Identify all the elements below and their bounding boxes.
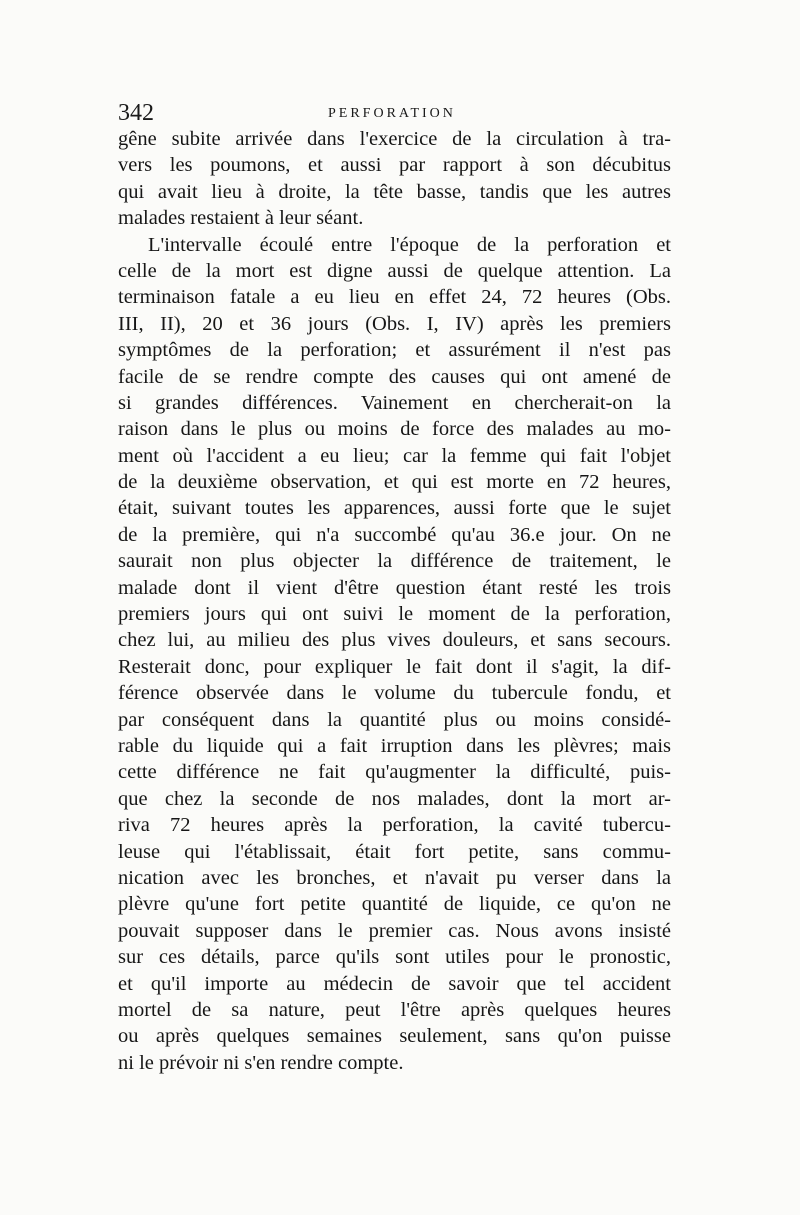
text-line: et qu'il importe au médecin de savoir que tel accident <box>118 972 671 995</box>
text-line: de la première, qui n'a succombé qu'au 36.e jour. On ne <box>118 523 671 546</box>
text-line: férence observée dans le volume du tubercule fondu, et <box>118 682 671 705</box>
text-line: gêne subite arrivée dans l'exercice de la circulation à tra- <box>118 128 671 150</box>
page-header <box>118 98 678 128</box>
text-line: L'intervalle écoulé entre l'époque de la perforation et <box>148 233 671 256</box>
running-head: PERFORATION <box>328 106 456 121</box>
text-line: que chez la seconde de nos malades, dont la mort ar- <box>118 787 671 810</box>
text-line: de la deuxième observation, et qui est morte en 72 heures, <box>118 471 671 494</box>
text-line: raison dans le plus ou moins de force des malades au mo- <box>118 418 671 441</box>
text-line: ni le prévoir ni s'en rendre compte. <box>118 1051 404 1074</box>
text-line: par conséquent dans la quantité plus ou moins considé- <box>118 708 671 731</box>
text-line: Resterait donc, pour expliquer le fait dont il s'agit, la dif- <box>118 655 671 678</box>
text-line: ou après quelques semaines seulement, sans qu'on puisse <box>118 1025 671 1048</box>
text-line: riva 72 heures après la perforation, la cavité tubercu- <box>118 814 671 837</box>
text-line: était, suivant toutes les apparences, aussi forte que le sujet <box>118 497 671 520</box>
text-line: si grandes différences. Vainement en chercherait-on la <box>118 391 671 414</box>
text-line: sur ces détails, parce qu'ils sont utiles pour le pronostic, <box>118 946 671 969</box>
text-line: premiers jours qui ont suivi le moment de la perforation, <box>118 603 671 626</box>
text-line: saurait non plus objecter la différence de traitement, le <box>118 550 671 573</box>
text-line: plèvre qu'une fort petite quantité de liquide, ce qu'on ne <box>118 893 671 916</box>
page-number: 342 <box>118 100 154 126</box>
text-line: celle de la mort est digne aussi de quelque attention. La <box>118 259 671 282</box>
text-line: ment où l'accident a eu lieu; car la femme qui fait l'objet <box>118 444 671 467</box>
text-line: pouvait supposer dans le premier cas. Nous avons insisté <box>118 919 671 942</box>
text-line: III, II), 20 et 36 jours (Obs. I, IV) après les premiers <box>118 312 671 335</box>
text-line: malades restaient à leur séant. <box>118 207 364 230</box>
text-line: leuse qui l'établissait, était fort petite, sans commu- <box>118 840 671 863</box>
text-line: mortel de sa nature, peut l'être après quelques heures <box>118 998 671 1021</box>
text-line: vers les poumons, et aussi par rapport à son décubitus <box>118 154 671 177</box>
text-line: rable du liquide qui a fait irruption dans les plèvres; mais <box>118 734 671 757</box>
text-line: nication avec les bronches, et n'avait pu verser dans la <box>118 866 671 889</box>
text-line: symptômes de la perforation; et assurément il n'est pas <box>118 339 671 362</box>
text-line: qui avait lieu à droite, la tête basse, tandis que les autres <box>118 180 671 203</box>
body-text <box>118 126 671 1076</box>
text-line: malade dont il vient d'être question étant resté les trois <box>118 576 671 599</box>
text-line: terminaison fatale a eu lieu en effet 24, 72 heures (Obs. <box>118 286 671 309</box>
text-line: facile de se rendre compte des causes qui ont amené de <box>118 365 671 388</box>
text-line: chez lui, au milieu des plus vives douleurs, et sans secours. <box>118 629 671 652</box>
text-line: cette différence ne fait qu'augmenter la difficulté, puis- <box>118 761 671 784</box>
